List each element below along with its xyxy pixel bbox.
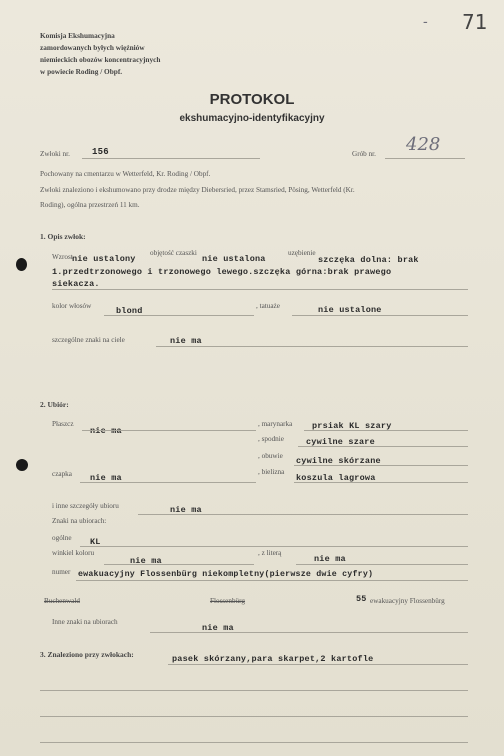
section-2-heading: 2. Ubiór:	[40, 400, 69, 409]
section-3-value: pasek skórzany,para skarpet,2 kartofle	[172, 654, 374, 664]
obuwie-line	[294, 465, 468, 466]
inne-szczegoly-label: i inne szczegóły ubioru	[52, 502, 119, 510]
znalezione-text-1: Zwłoki znaleziono i ekshumowano przy drodze między Diebersried, przez Stamsried, Pösing, Wetterfeld (Kr.	[40, 186, 355, 194]
spodnie-label: , spodnie	[258, 435, 284, 443]
numer-line	[76, 580, 468, 581]
page-title: PROTOKOL	[209, 91, 295, 108]
inne-szczegoly-line	[138, 514, 468, 515]
org-line-1: Komisja Ekshumacyjna	[40, 31, 115, 40]
section-3-line	[168, 664, 468, 665]
znaki-line	[156, 346, 468, 347]
zwloki-value: 156	[92, 147, 109, 157]
czapka-line	[80, 482, 256, 483]
czaszka-label: objętość czaszki	[150, 249, 197, 257]
uzebienie-line	[52, 289, 468, 290]
tatuaze-label: , tatuaże	[256, 302, 280, 310]
winkiel-line	[104, 564, 254, 565]
bielizna-value: koszula lagrowa	[296, 473, 376, 483]
grob-label: Grób nr.	[352, 150, 376, 158]
ewak-option: ewakuacyjny Flossenbürg	[370, 597, 445, 605]
tatuaze-line	[292, 315, 468, 316]
blank-line-1	[40, 690, 468, 691]
obuwie-label: , obuwie	[258, 452, 283, 460]
tatuaze-value: nie ustalone	[318, 305, 382, 315]
inne-znaki-label: Inne znaki na ubiorach	[52, 618, 118, 626]
marynarka-value: prsiak KL szary	[312, 421, 392, 431]
ogolne-line	[80, 546, 468, 547]
numer-label: numer	[52, 568, 71, 576]
plaszcz-line	[82, 430, 256, 431]
pochowany-text: Pochowany na cmentarzu w Wetterfeld, Kr. Roding / Obpf.	[40, 170, 211, 178]
inne-szczegoly-value: nie ma	[170, 505, 202, 515]
ogolne-value: KL	[90, 537, 101, 547]
znalezione-text-2: Roding), ogólna przestrzeń 11 km.	[40, 201, 140, 209]
znaki-value: nie ma	[170, 336, 202, 346]
inne-znaki-line	[150, 632, 468, 633]
litera-line	[296, 564, 468, 565]
inne-znaki-value: nie ma	[202, 623, 234, 633]
blank-line-2	[40, 716, 468, 717]
uzebienie-value-3: siekacza.	[52, 279, 100, 289]
ewak-prefix: 55	[356, 594, 367, 604]
org-line-3: niemieckich obozów koncentracyjnych	[40, 55, 161, 64]
winkiel-label: winkiel koloru	[52, 549, 95, 557]
wlosy-value: blond	[116, 306, 143, 316]
uzebienie-label: uzębienie	[288, 249, 316, 257]
wlosy-line	[104, 315, 254, 316]
zwloki-line	[82, 158, 260, 159]
flossenburg-option: Flossenbürg	[210, 597, 246, 605]
punch-hole-top	[16, 258, 27, 271]
punch-hole-bottom	[16, 459, 28, 471]
czaszka-value: nie ustalona	[202, 254, 266, 264]
obuwie-value: cywilne skórzane	[296, 456, 381, 466]
section-3-heading: 3. Znaleziono przy zwłokach:	[40, 650, 134, 659]
bielizna-label: , bielizna	[258, 468, 285, 476]
znaki-label: szczególne znaki na ciele	[52, 336, 125, 344]
page-dash: -	[423, 14, 428, 30]
numer-value: ewakuacyjny Flossenbürg niekompletny(pierwsze dwie cyfry)	[78, 570, 374, 579]
litera-label: , z literą	[258, 549, 282, 557]
bielizna-line	[294, 482, 468, 483]
org-line-2: zamordowanych byłych więźniów	[40, 43, 145, 52]
spodnie-value: cywilne szare	[306, 437, 375, 447]
marynarka-line	[304, 430, 468, 431]
wzrost-label: Wzrost	[52, 253, 73, 261]
winkiel-value: nie ma	[130, 556, 162, 566]
page-number: 71	[462, 10, 488, 34]
grob-line	[385, 158, 465, 159]
znaki-ubior-label: Znaki na ubiorach:	[52, 517, 107, 525]
czapka-label: czapka	[52, 470, 72, 478]
plaszcz-value: nie ma	[90, 426, 122, 436]
blank-line-3	[40, 742, 468, 743]
uzebienie-value-1: szczęka dolna: brak	[318, 255, 419, 265]
section-1-heading: 1. Opis zwłok:	[40, 232, 86, 241]
grob-value: 428	[406, 134, 441, 155]
zwloki-label: Zwłoki nr.	[40, 150, 70, 158]
spodnie-line	[298, 446, 468, 447]
wzrost-value: nie ustalony	[72, 254, 136, 264]
litera-value: nie ma	[314, 554, 346, 564]
uzebienie-value-2: 1.przedtrzonowego i trzonowego lewego.szczęka górna:brak prawego	[52, 267, 392, 277]
marynarka-label: , marynarka	[258, 420, 293, 428]
org-line-4: w powiecie Roding / Obpf.	[40, 67, 123, 76]
buchenwald-option: Buchenwald	[44, 597, 80, 605]
wlosy-label: kolor włosów	[52, 302, 92, 310]
ogolne-label: ogólne	[52, 534, 72, 542]
page-subtitle: ekshumacyjno-identyfikacyjny	[179, 113, 325, 124]
plaszcz-label: Płaszcz	[52, 420, 74, 428]
czapka-value: nie ma	[90, 473, 122, 483]
